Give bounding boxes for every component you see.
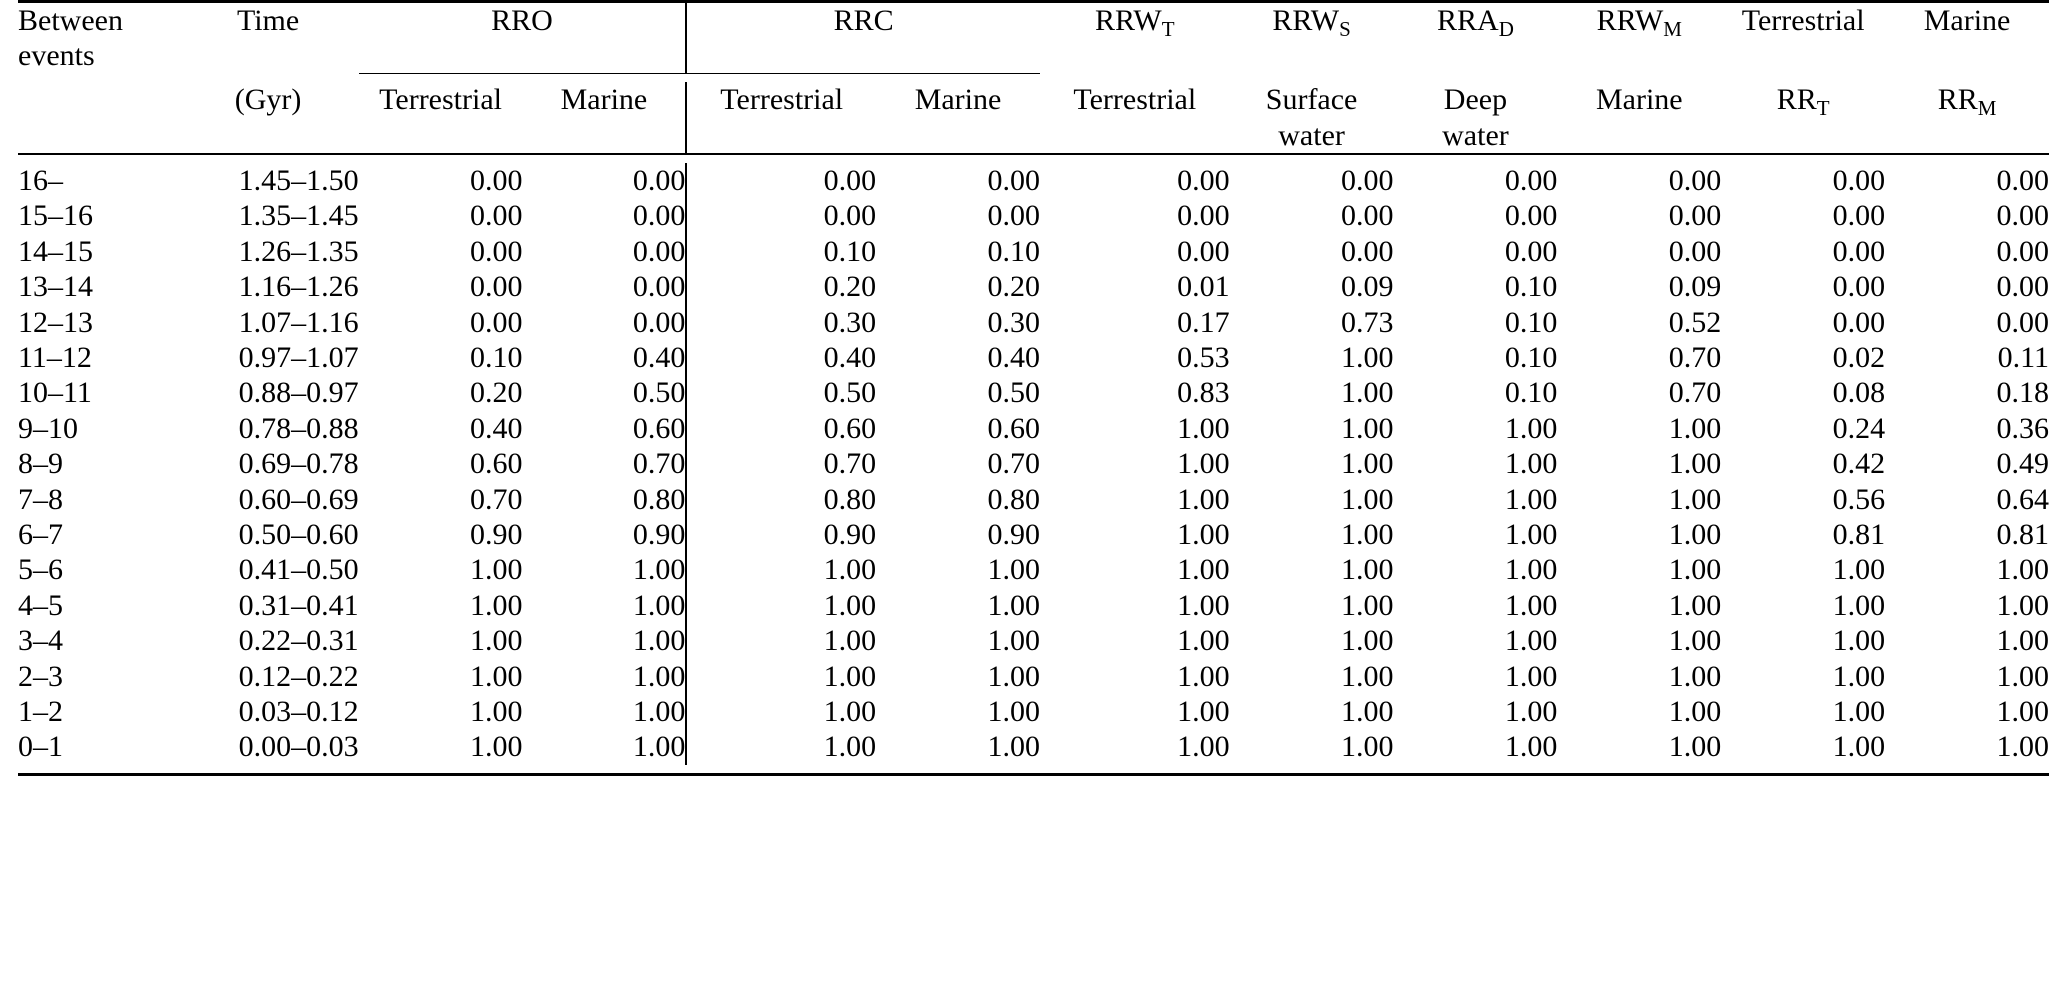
cell-value: 0.09	[1341, 270, 1394, 304]
header-terrestrial-rr: Terrestrial	[1741, 4, 1865, 37]
cell-time: 1.45–1.50	[238, 164, 359, 198]
cell-events: 13–14	[18, 270, 93, 304]
table-bottom-rule	[18, 774, 2049, 776]
cell-value: 0.90	[632, 517, 686, 551]
cell-value: 1.00	[470, 694, 523, 728]
cell-value: 0.24	[1832, 411, 1886, 445]
header-rrw-m: $RRW_M$	[1596, 4, 1682, 41]
cell-time: 0.69–0.78	[238, 447, 359, 481]
table-row	[18, 623, 2049, 658]
cell-value: 1.00	[1341, 376, 1394, 410]
cell-value: 0.70	[1668, 341, 1722, 375]
header-rra-d: $RRA_D$	[1437, 4, 1514, 41]
table-row	[18, 340, 2049, 375]
cell-value: 0.00	[470, 234, 523, 268]
cell-value: 0.40	[632, 341, 686, 375]
table-row	[18, 659, 2049, 694]
cell-value: 1.00	[1832, 694, 1886, 728]
cell-value: 0.00	[1341, 164, 1394, 198]
header-group-rrc-rule	[686, 38, 1040, 73]
cell-time: 1.26–1.35	[238, 234, 359, 268]
cell-value: 0.00	[1996, 199, 2049, 233]
cell-events: 6–7	[18, 517, 63, 551]
cell-value: 1.00	[987, 659, 1040, 693]
header-time: Time	[236, 4, 300, 37]
cell-value: 1.00	[1996, 659, 2049, 693]
table-row	[18, 517, 2049, 552]
cell-events: 12–13	[18, 305, 93, 339]
cell-value: 0.00	[1668, 164, 1722, 198]
cell-value: 0.11	[1997, 341, 2049, 375]
cell-events: 5–6	[18, 553, 63, 587]
cell-value: 1.00	[1996, 694, 2049, 728]
cell-value: 0.20	[470, 376, 523, 410]
cell-time: 0.50–0.60	[238, 517, 359, 551]
cell-value: 1.00	[1668, 588, 1722, 622]
cell-value: 0.90	[470, 517, 523, 551]
cell-value: 1.00	[1832, 659, 1886, 693]
cell-value: 0.81	[1832, 517, 1886, 551]
table-row	[18, 234, 2049, 269]
cell-value: 1.00	[1177, 694, 1230, 728]
cell-value: 1.00	[1668, 447, 1722, 481]
cell-value: 1.00	[1832, 730, 1886, 764]
cell-value: 0.81	[1996, 517, 2049, 551]
cell-value: 0.00	[1177, 164, 1230, 198]
cell-value: 0.00	[1832, 199, 1886, 233]
cell-value: 1.00	[470, 659, 523, 693]
cell-value: 0.00	[1504, 164, 1558, 198]
cell-value: 0.00	[987, 199, 1040, 233]
table-row	[18, 552, 2049, 587]
cell-value: 0.00	[1832, 305, 1886, 339]
cell-value: 0.00	[470, 164, 523, 198]
cell-value: 0.00	[686, 198, 876, 233]
cell-value: 0.40	[987, 341, 1040, 375]
cell-value: 0.53	[1177, 341, 1230, 375]
cell-value: 0.00	[470, 199, 523, 233]
header-group-rro-rule	[359, 38, 687, 73]
cell-value: 0.00	[1341, 234, 1394, 268]
cell-value: 1.00	[987, 588, 1040, 622]
cell-value: 0.00	[987, 164, 1040, 198]
cell-value: 1.00	[1341, 517, 1394, 551]
cell-value: 1.00	[1177, 482, 1230, 516]
table-row	[18, 411, 2049, 446]
cell-time: 0.03–0.12	[238, 694, 359, 728]
header-rro-terrestrial: Terrestrial	[379, 83, 502, 117]
cell-value: 0.00	[632, 270, 686, 304]
cell-value: 1.00	[686, 552, 876, 587]
cell-time: 0.60–0.69	[238, 482, 359, 516]
header-rrw-m-sub: Marine	[1595, 83, 1683, 117]
cell-time: 0.12–0.22	[238, 659, 359, 693]
cell-value: 0.10	[1504, 270, 1558, 304]
cell-value: 1.00	[470, 730, 523, 764]
cell-value: 1.00	[1668, 517, 1722, 551]
cell-value: 1.00	[1504, 517, 1558, 551]
cell-value: 1.00	[686, 623, 876, 658]
cell-time: 0.41–0.50	[238, 553, 359, 587]
cell-value: 0.50	[686, 375, 876, 410]
cell-value: 0.80	[632, 482, 686, 516]
cell-events: 10–11	[18, 376, 92, 410]
cell-value: 1.00	[1177, 730, 1230, 764]
cell-value: 1.00	[1504, 588, 1558, 622]
cell-time: 0.31–0.41	[238, 588, 359, 622]
cell-value: 1.00	[1996, 624, 2049, 658]
header-time-units: (Gyr)	[234, 83, 302, 117]
header-rrc-terrestrial: Terrestrial	[686, 82, 876, 154]
header-marine-rr: Marine	[1923, 4, 2011, 37]
cell-value: 1.00	[1177, 659, 1230, 693]
cell-value: 1.00	[686, 694, 876, 729]
cell-value: 0.00	[1832, 270, 1886, 304]
header-group-rro: RRO	[491, 4, 553, 37]
cell-value: 1.00	[1668, 411, 1722, 445]
cell-value: 0.17	[1177, 305, 1230, 339]
cell-value: 0.42	[1832, 447, 1886, 481]
cell-value: 0.83	[1177, 376, 1230, 410]
cell-value: 1.00	[1504, 694, 1558, 728]
cell-value: 0.00	[470, 305, 523, 339]
cell-events: 1–2	[18, 694, 63, 728]
cell-value: 0.70	[470, 482, 523, 516]
cell-value: 1.00	[1504, 411, 1558, 445]
cell-value: 0.70	[632, 447, 686, 481]
table-row	[18, 446, 2049, 481]
cell-events: 4–5	[18, 588, 63, 622]
cell-value: 1.00	[1668, 553, 1722, 587]
cell-value: 1.00	[1341, 447, 1394, 481]
cell-value: 0.18	[1996, 376, 2049, 410]
cell-value: 1.00	[1177, 624, 1230, 658]
cell-value: 0.00	[632, 199, 686, 233]
cell-value: 1.00	[1504, 553, 1558, 587]
cell-value: 1.00	[1177, 588, 1230, 622]
cell-value: 1.00	[1832, 588, 1886, 622]
table-row	[18, 588, 2049, 623]
cell-value: 1.00	[1341, 553, 1394, 587]
cell-value: 1.00	[1996, 730, 2049, 764]
cell-value: 0.00	[1668, 234, 1722, 268]
cell-value: 1.00	[470, 624, 523, 658]
cell-value: 1.00	[1668, 694, 1722, 728]
table-body	[18, 163, 2049, 765]
cell-time: 1.16–1.26	[238, 270, 359, 304]
table-row	[18, 198, 2049, 233]
table-row	[18, 694, 2049, 729]
cell-value: 0.00	[1177, 234, 1230, 268]
cell-value: 0.00	[632, 305, 686, 339]
cell-value: 0.10	[686, 234, 876, 269]
cell-value: 1.00	[1504, 482, 1558, 516]
cell-value: 1.00	[1832, 553, 1886, 587]
cell-value: 1.00	[1341, 624, 1394, 658]
cell-value: 0.10	[1504, 376, 1558, 410]
cell-time: 1.35–1.45	[238, 199, 359, 233]
cell-value: 0.00	[632, 164, 686, 198]
cell-time: 1.07–1.16	[238, 305, 359, 339]
body-gap-bottom	[18, 765, 2049, 775]
cell-time: 0.88–0.97	[238, 376, 359, 410]
cell-events: 9–10	[18, 411, 78, 445]
cell-value: 0.00	[1504, 234, 1558, 268]
cell-value: 1.00	[1177, 411, 1230, 445]
header-group-rrc: RRC	[686, 3, 1040, 38]
cell-value: 0.10	[987, 234, 1040, 268]
cell-value: 0.00	[470, 270, 523, 304]
cell-value: 1.00	[1177, 553, 1230, 587]
cell-value: 0.00	[1996, 305, 2049, 339]
cell-events: 3–4	[18, 624, 63, 658]
cell-value: 1.00	[1668, 730, 1722, 764]
cell-value: 1.00	[1341, 588, 1394, 622]
cell-value: 1.00	[686, 588, 876, 623]
cell-value: 1.00	[686, 659, 876, 694]
body-gap-top	[18, 155, 2049, 163]
header-rrw-s: $RRW_S$	[1272, 4, 1351, 41]
cell-value: 1.00	[1341, 482, 1394, 516]
cell-value: 1.00	[1668, 659, 1722, 693]
cell-value: 0.40	[470, 411, 523, 445]
cell-value: 1.00	[1504, 730, 1558, 764]
header-row-primary	[18, 3, 2049, 38]
header-between-events: Between	[18, 4, 123, 37]
cell-value: 1.00	[632, 694, 686, 728]
cell-value: 1.00	[470, 553, 523, 587]
table-row	[18, 269, 2049, 304]
cell-events: 7–8	[18, 482, 63, 516]
cell-value: 0.56	[1832, 482, 1886, 516]
cell-value: 0.00	[1504, 199, 1558, 233]
cell-events: 16–	[18, 164, 63, 198]
header-rro-marine: Marine	[560, 83, 648, 117]
cell-value: 0.20	[987, 270, 1040, 304]
cell-time: 0.00–0.03	[238, 730, 359, 764]
cell-events: 2–3	[18, 659, 63, 693]
cell-value: 1.00	[987, 624, 1040, 658]
cell-time: 0.97–1.07	[238, 341, 359, 375]
cell-events: 14–15	[18, 234, 93, 268]
cell-value: 0.30	[686, 305, 876, 340]
cell-value: 0.10	[1504, 305, 1558, 339]
cell-value: 1.00	[1996, 588, 2049, 622]
table-row	[18, 163, 2049, 198]
header-rrw-t-sub: Terrestrial	[1073, 83, 1197, 117]
cell-value: 0.36	[1996, 411, 2049, 445]
cell-value: 0.09	[1668, 270, 1722, 304]
cell-value: 1.00	[686, 729, 876, 764]
cell-value: 1.00	[1341, 730, 1394, 764]
cell-value: 1.00	[1177, 447, 1230, 481]
cell-value: 1.00	[1668, 482, 1722, 516]
cell-events: 8–9	[18, 447, 63, 481]
cell-value: 1.00	[987, 553, 1040, 587]
cell-time: 0.22–0.31	[238, 624, 359, 658]
cell-value: 1.00	[1504, 447, 1558, 481]
science-data-table	[18, 0, 2049, 776]
cell-value: 0.70	[987, 447, 1040, 481]
cell-value: 0.00	[1832, 164, 1886, 198]
cell-value: 1.00	[632, 588, 686, 622]
cell-value: 0.60	[987, 411, 1040, 445]
cell-value: 0.10	[1504, 341, 1558, 375]
header-row-events-line	[18, 38, 2049, 73]
cell-value: 0.00	[1996, 164, 2049, 198]
cell-value: 0.02	[1832, 341, 1886, 375]
header-row-secondary	[18, 82, 2049, 154]
cell-value: 0.50	[632, 376, 686, 410]
cell-value: 1.00	[1504, 659, 1558, 693]
header-rra-d-sub: Deep water	[1442, 83, 1509, 152]
cell-value: 0.80	[987, 482, 1040, 516]
cell-value: 0.90	[686, 517, 876, 552]
cell-value: 0.60	[686, 411, 876, 446]
cell-value: 0.00	[1177, 199, 1230, 233]
cell-value: 0.20	[686, 269, 876, 304]
cell-value: 0.60	[632, 411, 686, 445]
cell-value: 0.64	[1996, 482, 2049, 516]
cell-value: 1.00	[1341, 411, 1394, 445]
cell-value: 0.50	[987, 376, 1040, 410]
header-rrw-t: $RRW_T$	[1095, 4, 1175, 41]
cell-value: 1.00	[1341, 659, 1394, 693]
cell-value: 1.00	[1341, 341, 1394, 375]
cell-value: 0.08	[1832, 376, 1886, 410]
cell-events: 11–12	[18, 341, 92, 375]
cell-time: 0.78–0.88	[238, 411, 359, 445]
cell-value: 1.00	[470, 588, 523, 622]
header-marine-rr-sub: $RR_M$	[1937, 83, 1997, 121]
cell-value: 1.00	[1832, 624, 1886, 658]
cell-value: 0.70	[1668, 376, 1722, 410]
cell-value: 1.00	[1996, 553, 2049, 587]
cell-value: 0.00	[686, 163, 876, 198]
cell-value: 1.00	[632, 553, 686, 587]
cell-value: 0.01	[1177, 270, 1230, 304]
cell-value: 1.00	[1504, 624, 1558, 658]
cell-value: 1.00	[1668, 624, 1722, 658]
cell-value: 1.00	[632, 624, 686, 658]
cell-value: 1.00	[1177, 517, 1230, 551]
cell-value: 0.73	[1341, 305, 1394, 339]
cell-value: 0.90	[987, 517, 1040, 551]
cell-value: 0.30	[987, 305, 1040, 339]
cell-value: 1.00	[987, 694, 1040, 728]
cell-value: 0.00	[632, 234, 686, 268]
cell-value: 0.00	[1996, 234, 2049, 268]
cell-value: 0.00	[1832, 234, 1886, 268]
header-terrestrial-rr-sub: $RR_T$	[1776, 83, 1830, 121]
cell-value: 0.00	[1668, 199, 1722, 233]
cell-value: 0.10	[470, 341, 523, 375]
cell-value: 0.00	[1996, 270, 2049, 304]
cell-value: 1.00	[632, 730, 686, 764]
cell-value: 1.00	[1341, 694, 1394, 728]
cell-value: 0.52	[1668, 305, 1722, 339]
cell-value: 0.70	[686, 446, 876, 481]
cell-value: 0.80	[686, 482, 876, 517]
table-row	[18, 375, 2049, 410]
cell-value: 1.00	[632, 659, 686, 693]
table-row	[18, 729, 2049, 764]
table-row	[18, 305, 2049, 340]
cell-value: 0.00	[1341, 199, 1394, 233]
cell-events: 15–16	[18, 199, 93, 233]
header-gap	[18, 74, 2049, 83]
header-rrc-marine: Marine	[914, 83, 1002, 117]
cell-value: 0.49	[1996, 447, 2049, 481]
table-row	[18, 482, 2049, 517]
cell-events: 0–1	[18, 730, 63, 764]
header-rrw-s-sub: Surface water	[1265, 83, 1358, 152]
cell-value: 1.00	[987, 730, 1040, 764]
header-between-events-line2: events	[18, 39, 95, 73]
cell-value: 0.60	[470, 447, 523, 481]
cell-value: 0.40	[686, 340, 876, 375]
